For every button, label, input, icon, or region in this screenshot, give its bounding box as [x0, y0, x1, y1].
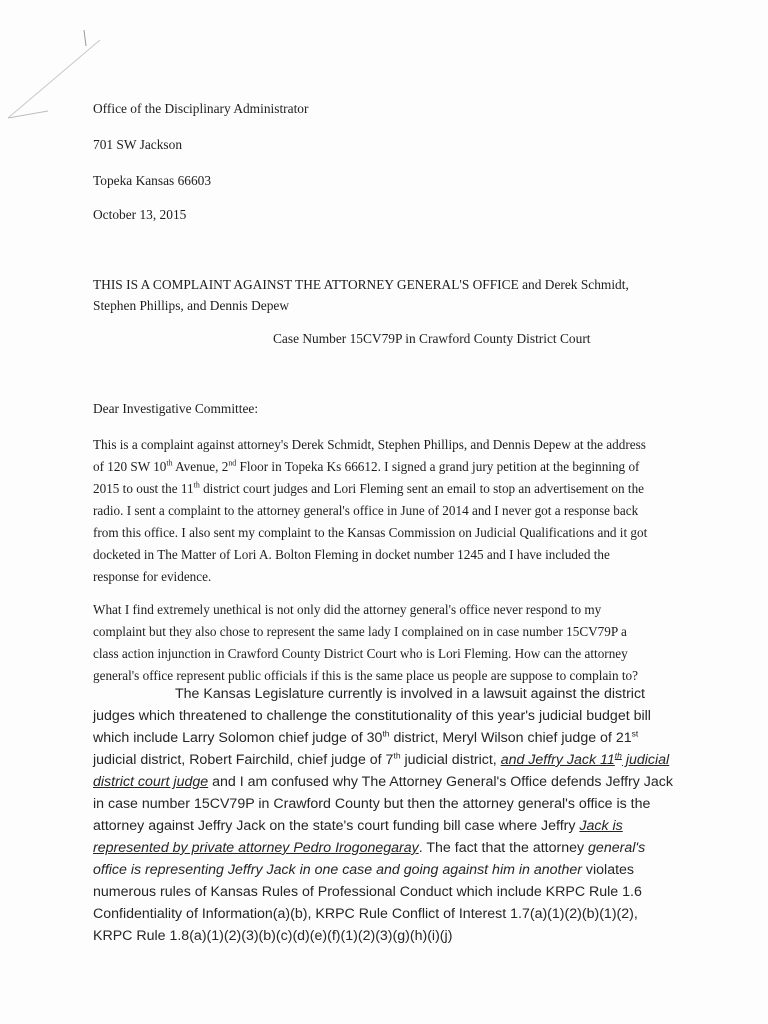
- salutation: Dear Investigative Committee:: [93, 401, 259, 416]
- p2-text-l: violates numerous rules of Kansas Rules of Professional Conduct which include KRPC Rule 1.6 Confidentiality of Information(a)(b), KRPC Rule Conflict of Interest 1.7(a)(1)(2)(b)(1)(2), KRPC Rule 1.8(a)(1)(2)(3)(b)(c)(d)(e)(f)(1)(2)(3)(g)(h)(i)(j): [93, 862, 642, 944]
- p2-text-c: district, Meryl Wilson chief judge of 21: [389, 730, 632, 746]
- p2-italic-text: general's office is representing Jeffry Jack in one case and going against him in another: [93, 840, 646, 878]
- p2-underlined-judge-title: judicial district court judge: [93, 752, 670, 790]
- p2-text-b: The Kansas Legislature currently is involved in a lawsuit against the district judges which threatened to challenge the constitutionality of this year's judicial budget bill which include Larry Solomon chief judge of 30: [93, 686, 651, 746]
- p1-text-c: Floor in Topeka Ks 66612. I signed a grand jury petition at the beginning of 2015 to oust the 11: [93, 459, 640, 496]
- recipient-city: Topeka Kansas 66603: [93, 173, 212, 188]
- letter-date: October 13, 2015: [93, 207, 187, 222]
- p2-sup-f: th: [614, 750, 622, 761]
- p1-sup-b: nd: [228, 458, 237, 468]
- p1-sup-a: th: [166, 458, 173, 468]
- p2-text-e: judicial district,: [400, 752, 501, 768]
- p2-text-a: What I find extremely unethical is not only did the attorney general's office never respond to my complaint but they also chose to represent the same lady I complained on in case number 15CV79P a class action injunction in Crawford County District Court who is Lori Fleming. How can the attorney general's office represent public officials if this is the same place us people are suppose to complain to?: [93, 602, 638, 683]
- subject-line-2: Stephen Phillips, and Dennis Depew: [93, 298, 290, 313]
- p1-sup-c: th: [193, 480, 200, 490]
- case-reference: Case Number 15CV79P in Crawford County District Court: [273, 331, 591, 346]
- p2-sup-d: th: [393, 750, 401, 761]
- subject-line-1: THIS IS A COMPLAINT AGAINST THE ATTORNEY GENERAL'S OFFICE and Derek Schmidt,: [93, 277, 629, 292]
- p2-sup-c: st: [631, 728, 639, 739]
- p2-underlined-judge-name: and Jeffry Jack 11: [500, 752, 615, 768]
- p1-text-a: This is a complaint against attorney's Derek Schmidt, Stephen Phillips, and Dennis Depew at the address of 120 SW 10: [93, 437, 646, 474]
- p2-underlined-representation: Jack is represented by private attorney Pedro Irogonegaray: [93, 818, 623, 856]
- recipient-office: Office of the Disciplinary Administrator: [93, 101, 309, 116]
- p1-text-d: district court judges and Lori Fleming sent an email to stop an advertisement on the radio. I sent a complaint to the attorney general's office in June of 2014 and I never got a response back from this office. I also sent my complaint to the Kansas Commission on Judicial Qualifications and it got docketed in The Matter of Lori A. Bolton Fleming in docket number 1245 and I have included the response for evidence.: [93, 481, 648, 584]
- p2-text-j: . The fact that the attorney: [418, 840, 589, 856]
- subject-heading: [93, 274, 663, 316]
- p1-text-b: Avenue, 2: [172, 459, 229, 474]
- body-paragraph-2-continuation: [93, 683, 673, 947]
- p2-text-d: judicial district, Robert Fairchild, chief judge of 7: [93, 752, 394, 768]
- p2-text-h: and I am confused why The Attorney General's Office defends Jeffry Jack in case number 15CV79P in Crawford County but then the attorney general's office is the attorney against Jeffry Jack on the state's court funding bill case where Jeffry: [93, 774, 673, 834]
- recipient-street: 701 SW Jackson: [93, 137, 183, 152]
- body-paragraph-2-serif: [93, 599, 653, 687]
- body-paragraph-1: [93, 434, 653, 588]
- p2-sup-b: th: [382, 728, 390, 739]
